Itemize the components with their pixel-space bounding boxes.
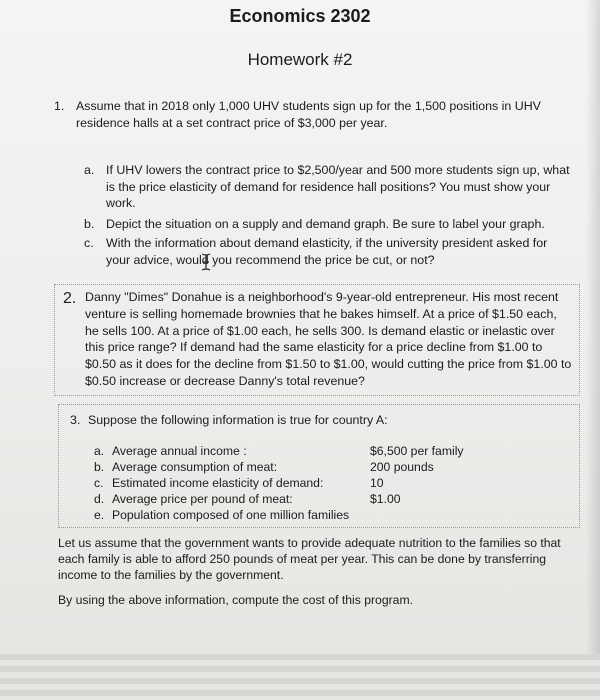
item-value: $1.00 [370,492,401,506]
part-text: Depict the situation on a supply and demand graph. Be sure to label your graph. [106,217,545,231]
question-1c [84,235,574,268]
course-title: Economics 2302 [229,6,371,26]
program-question: By using the above information, compute the cost of this program. [58,593,413,607]
item-value: 10 [370,476,384,490]
list-item [94,476,494,492]
item-letter: a. [94,444,105,458]
item-label: Population composed of one million families [112,508,350,522]
item-label: Estimated income elasticity of demand: [112,476,324,490]
country-info-list [94,444,494,524]
question-1a [84,162,574,212]
question-number: 2. [63,290,77,307]
item-letter: d. [94,492,105,506]
question-2 [54,284,580,396]
question-text: Danny "Dimes" Donahue is a neighborhood's 9-year-old entrepreneur. His most recent venture is selling homemade brownies that he bakes himself. At a price of $1.50 each, he sells 100. At a price of $1.00 each, he sells 300. Is demand elastic or inelastic over this price range? If demand had the same elasticity for a price decline from $1.00 to $0.50 as it does for the decline from $1.50 to $1.00, would cutting the price from $1.00 to $0.50 increase or decrease Danny's total revenue? [85,290,572,388]
text-cursor-icon [200,252,212,272]
item-value: $6,500 per family [370,444,464,458]
item-letter: e. [94,508,105,522]
part-text: If UHV lowers the contract price to $2,500/year and 500 more students sign up, what is the price elasticity of demand for residence hall positions? You must show your work. [106,163,570,210]
item-label: Average price per pound of meat: [112,492,293,506]
list-item [94,508,494,524]
background-lines [0,654,600,700]
list-item [94,460,494,476]
list-item [94,444,494,460]
question-number: 1. [54,99,65,113]
assignment-title: Homework #2 [247,50,353,69]
part-text: With the information about demand elasticity, if the university president asked for your advice, would you recommend the price be cut, or not? [106,236,548,267]
item-value: 200 pounds [370,460,434,474]
page-shadow [586,0,600,700]
part-letter: a. [84,163,95,177]
program-description: Let us assume that the government wants to provide adequate nutrition to the families so that each family is able to afford 250 pounds of meat per year. This can be done by transferring income to the families by the government. [58,536,561,582]
part-letter: c. [84,236,94,250]
question-3 [70,412,570,429]
question-text: Assume that in 2018 only 1,000 UHV students sign up for the 1,500 positions in UHV residence halls at a set contract price of $3,000 per year. [76,99,541,130]
part-letter: b. [84,217,95,231]
item-label: Average consumption of meat: [112,460,278,474]
question-1b [84,216,574,233]
question-number: 3. [70,413,81,427]
item-letter: b. [94,460,105,474]
list-item [94,492,494,508]
question-1 [54,98,574,131]
item-label: Average annual income : [112,444,247,458]
question-text: Suppose the following information is true for country A: [88,413,388,427]
item-letter: c. [94,476,104,490]
